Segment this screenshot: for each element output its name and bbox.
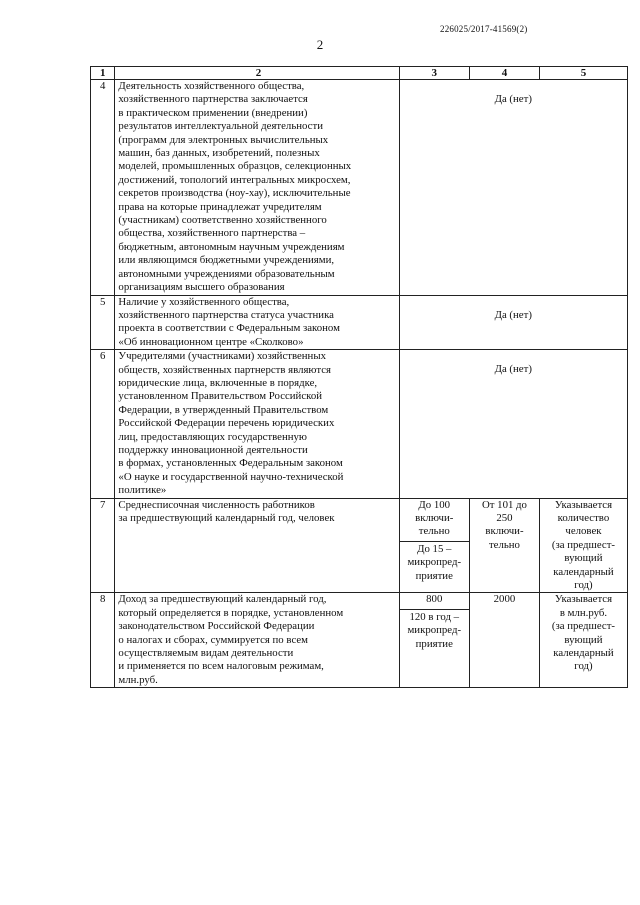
text-line: бюджетным, автономным научным учреждениям [118, 240, 345, 253]
text-line: человек [565, 525, 602, 538]
text-line: юридические лица, включенные в порядке, [118, 376, 318, 389]
row-number: 8 [91, 593, 115, 688]
text-line: моделей, промышленных образцов, селекционных [118, 160, 352, 173]
table-header-row [91, 67, 628, 80]
text-line: Указывается [554, 593, 613, 606]
table-row [91, 350, 628, 498]
text-line: организациям высшего образования [118, 281, 285, 294]
text-line: Среднесписочная численность работников [118, 498, 315, 511]
text-line: за предшествующий календарный год, человек [118, 512, 335, 524]
text-line: Учредителями (участниками) хозяйственных [118, 350, 326, 363]
text-line: проекта в соответствии с Федеральным законом [118, 322, 340, 335]
text-line: автономными учреждениями образовательным [118, 267, 335, 280]
threshold-column-3 [399, 593, 470, 688]
table-row [91, 80, 628, 296]
threshold-column-5 [539, 593, 627, 688]
text-line: От 101 до [481, 498, 527, 511]
text-line: Наличие у хозяйственного общества, [118, 295, 290, 308]
text-line: или являющимся бюджетными учреждениями, [118, 254, 335, 267]
text-line: год) [574, 579, 593, 592]
text-line: секретов производства (ноу-хау), исключительные [118, 187, 351, 200]
threshold-column-4 [470, 593, 540, 688]
text-line: поддержку инновационной деятельности [118, 443, 308, 456]
text-line: микропред- [407, 556, 462, 569]
text-line: хозяйственного партнерства статуса участника [118, 308, 334, 321]
text-line: включи- [415, 512, 454, 524]
criteria-table [90, 66, 628, 688]
text-line: в практическом применении (внедрении) [118, 106, 308, 119]
threshold-primary [400, 499, 470, 542]
text-line: (программ для электронных вычислительных [118, 133, 329, 146]
text-line: лиц, предоставляющих государственную [118, 430, 307, 443]
column-header-3: 3 [399, 67, 470, 80]
text-line: Деятельность хозяйственного общества, [118, 80, 305, 92]
column-header-4: 4 [470, 67, 540, 80]
row-description [115, 350, 399, 498]
text-line: хозяйственного партнерства заключается [118, 93, 308, 106]
column-header-1: 1 [91, 67, 115, 80]
text-line: «О науке и государственной научно-технической [118, 470, 344, 483]
text-line: осуществляемым видам деятельности [118, 647, 294, 660]
text-line: До 100 [418, 498, 451, 511]
text-line: права на которые принадлежат учредителям [118, 200, 322, 213]
row-value: Да (нет) [399, 295, 627, 350]
table-row [91, 593, 628, 688]
text-line: микропред- [407, 624, 462, 637]
text-line: календарный [553, 565, 614, 578]
text-line: в млн.руб. [559, 606, 608, 619]
text-line: До 15 – [417, 542, 452, 555]
text-line: и применяется по всем налоговым режимам, [118, 660, 324, 673]
column-header-5: 5 [539, 67, 627, 80]
text-line: Федерации, в утвержденный Правительством [118, 403, 329, 416]
row-description [115, 498, 399, 593]
text-line: Российской Федерации перечень юридических [118, 417, 335, 430]
column-header-2: 2 [115, 67, 399, 80]
text-line: Доход за предшествующий календарный год, [118, 593, 327, 606]
text-line: 250 [496, 512, 513, 524]
row-description [115, 593, 399, 688]
text-line: (за предшест- [551, 538, 616, 551]
row-number: 6 [91, 350, 115, 498]
threshold-primary [400, 593, 470, 609]
text-line: календарный [553, 647, 614, 660]
text-line: тельно [488, 538, 520, 551]
page-number: 2 [316, 37, 324, 52]
text-line: год) [574, 660, 593, 673]
row-description [115, 295, 399, 350]
text-line: обществ, хозяйственных партнерств являются [118, 363, 331, 376]
text-line: включи- [485, 525, 524, 538]
text-line: млн.руб. [118, 673, 158, 686]
text-line: тельно [418, 525, 450, 538]
text-line: вующий [564, 552, 603, 565]
text-line: 800 [426, 593, 443, 606]
text-line: установленном Правительством Российской [118, 390, 323, 403]
text-line: результатов интеллектуальной деятельности [118, 120, 323, 133]
text-line: который определяется в порядке, установленном [118, 606, 344, 619]
text-line: политике» [118, 484, 167, 497]
text-line: о налогах и сборах, суммируется по всем [118, 633, 308, 646]
text-line: «Об инновационном центре «Сколково» [118, 335, 304, 348]
row-value: Да (нет) [399, 350, 627, 498]
row-value: Да (нет) [399, 80, 627, 296]
row-number: 5 [91, 295, 115, 350]
threshold-column-4 [470, 498, 540, 593]
text-line: в формах, установленных Федеральным законом [118, 457, 343, 470]
row-number: 7 [91, 498, 115, 593]
threshold-column-5 [539, 498, 627, 593]
text-line: приятие [415, 637, 453, 650]
text-line: (за предшест- [551, 620, 616, 633]
table-row [91, 295, 628, 350]
table-row [91, 498, 628, 593]
text-line: 120 в год – [409, 610, 460, 623]
text-line: количество [557, 512, 610, 524]
text-line: достижений, топологий интегральных микросхем, [118, 173, 351, 186]
threshold-column-3 [399, 498, 470, 593]
row-description [115, 80, 399, 296]
text-line: Указывается [554, 498, 613, 511]
text-line: (участникам) соответственно хозяйственного [118, 214, 327, 227]
text-line: машин, баз данных, изобретений, полезных [118, 147, 320, 160]
document-registration-code: 226025/2017-41569(2) [440, 24, 528, 34]
text-line: 2000 [493, 593, 516, 606]
text-line: законодательством Российской Федерации [118, 620, 315, 633]
threshold-micro-enterprise [402, 542, 468, 583]
text-line: приятие [415, 569, 453, 582]
text-line: общества, хозяйственного партнерства – [118, 227, 306, 240]
threshold-micro-enterprise [402, 610, 468, 651]
text-line: вующий [564, 633, 603, 646]
row-number: 4 [91, 80, 115, 296]
